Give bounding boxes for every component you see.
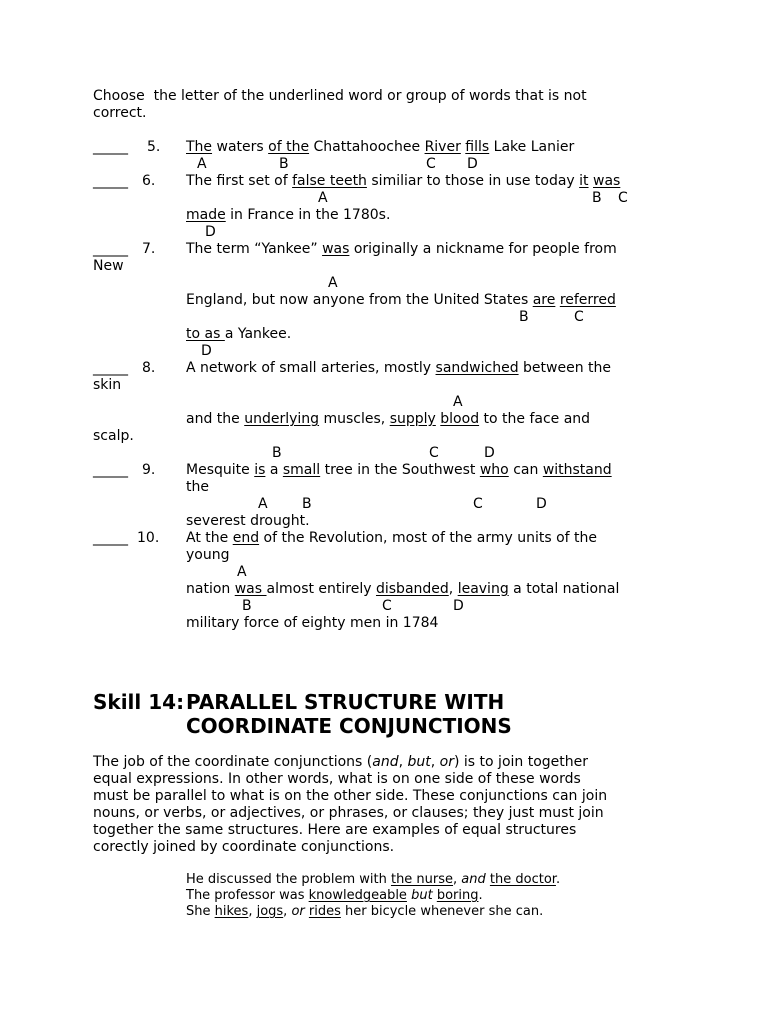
underlined-option: blood [440,411,480,427]
underlined-option: was [234,581,267,597]
example-text: , [283,904,292,919]
question-number-10: 10. [137,530,160,546]
option-letter-d: D [201,343,212,359]
example-text: He discussed the problem with [186,872,391,887]
underlined-option: made [186,207,226,223]
answer-blank-5: _____ [93,139,128,155]
italic-conjunction: but [411,888,433,903]
underlined-phrase: the doctor [489,872,556,887]
sentence-text: The term “Yankee” [186,241,323,257]
underlined-phrase: jogs [256,904,284,919]
question-10-sentence [186,530,597,547]
underlined-option: The [186,139,213,155]
option-letter-a: A [328,275,338,291]
skill-title-line-2: COORDINATE CONJUNCTIONS [186,714,512,738]
instructions-line-2: correct. [93,105,147,121]
wrapped-word: New [93,258,124,274]
option-letter-d: D [205,224,216,240]
option-letter-c: C [426,156,436,172]
underlined-option: River [424,139,461,155]
option-letter-c: C [382,598,392,614]
underlined-option: was [322,241,350,257]
option-letter-c: C [618,190,628,206]
sentence-text: between the [518,360,611,376]
sentence-text: muscles, [319,411,390,427]
question-7-line-3 [186,326,291,343]
question-number-6: 6. [142,173,156,189]
sentence-text: Chattahoochee [309,139,425,155]
wrapped-word: skin [93,377,122,393]
underlined-phrase: hikes [214,904,249,919]
example-text: . [478,888,483,903]
italic-conjunction: and [372,754,399,770]
underlined-option: disbanded [375,581,449,597]
underlined-option: sandwiched [435,360,519,376]
paragraph-line-6: corectly joined by coordinate conjunctions. [93,839,395,855]
answer-blank-8: _____ [93,360,128,376]
underlined-option: fills [465,139,490,155]
underlined-phrase: knowledgeable [308,888,407,903]
question-6-sentence [186,173,620,190]
italic-conjunction: but [407,754,431,770]
question-5-sentence [186,139,574,156]
paragraph-text: , [398,754,408,770]
example-text: She [186,904,215,919]
sentence-text: can [508,462,543,478]
question-7-sentence [186,241,617,258]
underlined-option: end [232,530,260,546]
paragraph-line-1 [93,754,588,771]
option-letter-b: B [279,156,289,172]
italic-conjunction: or [291,904,305,919]
underlined-phrase: rides [308,904,341,919]
option-letter-c: C [429,445,439,461]
underlined-option: underlying [244,411,320,427]
example-2 [186,888,483,904]
question-number-9: 9. [142,462,156,478]
sentence-text: and the [186,411,245,427]
underlined-option: it [579,173,589,189]
option-letter-a: A [197,156,207,172]
sentence-text: a [265,462,283,478]
sentence-text: a total national [508,581,620,597]
question-8-sentence [186,360,611,377]
question-6-line-2 [186,207,390,224]
wrapped-word: scalp. [93,428,134,444]
question-10-line-3: military force of eighty men in 1784 [186,615,439,631]
example-1 [186,872,560,888]
example-text: her bicycle whenever she can. [340,904,544,919]
paragraph-text: , [430,754,440,770]
underlined-option: who [479,462,509,478]
option-letter-b: B [592,190,602,206]
instructions-line-1: Choose the letter of the underlined word or group of words that is not [93,88,587,104]
wrapped-word: the [186,479,209,495]
sentence-text: in France in the 1780s. [225,207,391,223]
sentence-text: waters [212,139,269,155]
option-letter-b: B [242,598,252,614]
question-number-7: 7. [142,241,156,257]
question-number-8: 8. [142,360,156,376]
underlined-option: of the [268,139,310,155]
sentence-text: almost entirely [266,581,376,597]
option-letter-a: A [453,394,463,410]
paragraph-line-5: together the same structures. Here are examples of equal structures [93,822,577,838]
answer-blank-6: _____ [93,173,128,189]
underlined-option: to as [186,326,225,342]
sentence-text: similiar to those in use today [366,173,580,189]
italic-conjunction: and [461,872,486,887]
sentence-text: A network of small arteries, mostly [186,360,436,376]
option-letter-b: B [519,309,529,325]
underlined-phrase: the nurse [390,872,454,887]
wrapped-word: young [186,547,230,563]
option-letter-a: A [318,190,328,206]
sentence-text: a Yankee. [224,326,292,342]
underlined-option: small [282,462,321,478]
skill-label: Skill 14: [93,690,185,714]
question-10-line-2 [186,581,619,598]
sentence-text: Lake Lanier [489,139,575,155]
option-letter-a: A [237,564,247,580]
option-letter-d: D [467,156,478,172]
underlined-phrase: boring [436,888,479,903]
underlined-option: withstand [542,462,612,478]
option-letter-d: D [484,445,495,461]
sentence-text: Mesquite [186,462,255,478]
underlined-option: supply [389,411,436,427]
sentence-text: tree in the Southwest [320,462,480,478]
example-text: . [555,872,561,887]
example-text: , [248,904,257,919]
example-text: The professor was [186,888,309,903]
option-letter-d: D [453,598,464,614]
paragraph-line-3: must be parallel to what is on the other side. These conjunctions can join [93,788,608,804]
underlined-option: leaving [457,581,509,597]
underlined-option: is [254,462,266,478]
skill-title-line-1: PARALLEL STRUCTURE WITH [186,690,505,714]
example-text: , [453,872,462,887]
underlined-option: are [532,292,556,308]
option-letter-b: B [302,496,312,512]
answer-blank-10: _____ [93,530,128,546]
underlined-option: false teeth [292,173,367,189]
option-letter-c: C [473,496,483,512]
question-7-line-2 [186,292,616,309]
underlined-option: was [593,173,621,189]
paragraph-line-2: equal expressions. In other words, what is on one side of these words [93,771,581,787]
italic-conjunction: or [439,754,454,770]
sentence-text: At the [186,530,233,546]
example-3 [186,904,543,920]
sentence-text: , [448,581,458,597]
question-number-5: 5. [147,139,161,155]
option-letter-d: D [536,496,547,512]
paragraph-text: ) is to join together [454,754,589,770]
option-letter-b: B [272,445,282,461]
question-8-line-2 [186,411,590,428]
paragraph-line-4: nouns, or verbs, or adjectives, or phrases, or clauses; they just must join [93,805,604,821]
answer-blank-7: _____ [93,241,128,257]
option-letter-a: A [258,496,268,512]
sentence-text: of the Revolution, most of the army units of the [259,530,597,546]
sentence-text: England, but now anyone from the United States [186,292,533,308]
sentence-text: to the face and [479,411,591,427]
option-letter-c: C [574,309,584,325]
question-9-line-2: severest drought. [186,513,310,529]
question-9-sentence [186,462,612,479]
answer-blank-9: _____ [93,462,128,478]
underlined-option: referred [559,292,616,308]
sentence-text: nation [186,581,235,597]
paragraph-text: The job of the coordinate conjunctions ( [93,754,373,770]
sentence-text: The first set of [186,173,293,189]
sentence-text: originally a nickname for people from [349,241,617,257]
